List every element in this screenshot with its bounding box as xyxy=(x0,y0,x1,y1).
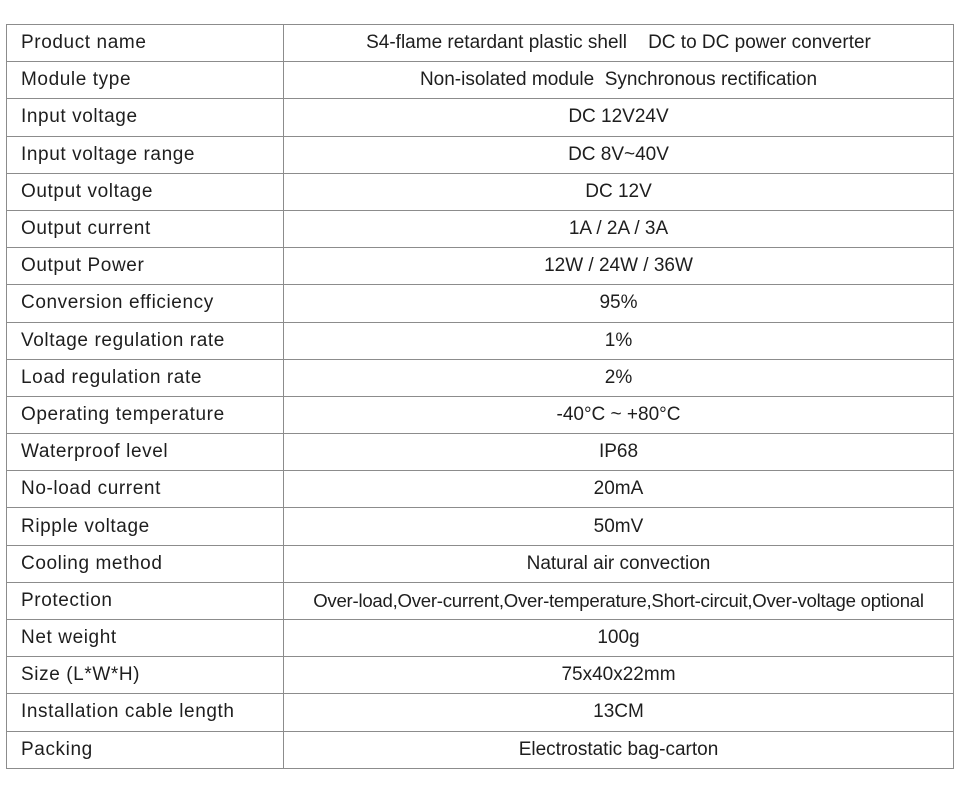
spec-value: 20mA xyxy=(284,471,954,508)
spec-label: Protection xyxy=(7,582,284,619)
table-row xyxy=(7,285,954,322)
table-row xyxy=(7,25,954,62)
spec-label: Output Power xyxy=(7,248,284,285)
spec-label: Input voltage xyxy=(7,99,284,136)
table-row xyxy=(7,173,954,210)
spec-value: 2% xyxy=(284,359,954,396)
spec-label: Output current xyxy=(7,210,284,247)
spec-label: Load regulation rate xyxy=(7,359,284,396)
spec-value: DC 12V24V xyxy=(284,99,954,136)
spec-label: Voltage regulation rate xyxy=(7,322,284,359)
spec-label: Size (L*W*H) xyxy=(7,657,284,694)
spec-label: Operating temperature xyxy=(7,396,284,433)
table-row xyxy=(7,136,954,173)
spec-value: Non-isolated module Synchronous rectification xyxy=(284,62,954,99)
spec-value: 75x40x22mm xyxy=(284,657,954,694)
spec-value: 1A / 2A / 3A xyxy=(284,210,954,247)
spec-table xyxy=(6,24,954,769)
table-row xyxy=(7,731,954,768)
spec-value: 95% xyxy=(284,285,954,322)
spec-value: IP68 xyxy=(284,434,954,471)
spec-label: Installation cable length xyxy=(7,694,284,731)
table-row xyxy=(7,396,954,433)
spec-value: Electrostatic bag-carton xyxy=(284,731,954,768)
spec-label: Module type xyxy=(7,62,284,99)
spec-value: 13CM xyxy=(284,694,954,731)
spec-value: -40°C ~ +80°C xyxy=(284,396,954,433)
spec-value: Natural air convection xyxy=(284,545,954,582)
spec-label: Output voltage xyxy=(7,173,284,210)
table-row xyxy=(7,434,954,471)
table-row xyxy=(7,99,954,136)
spec-label: Waterproof level xyxy=(7,434,284,471)
spec-label: Ripple voltage xyxy=(7,508,284,545)
table-row xyxy=(7,471,954,508)
table-row xyxy=(7,210,954,247)
spec-label: Product name xyxy=(7,25,284,62)
table-row xyxy=(7,694,954,731)
table-row xyxy=(7,322,954,359)
spec-label: Cooling method xyxy=(7,545,284,582)
spec-value: S4-flame retardant plastic shell DC to DC power converter xyxy=(284,25,954,62)
spec-value: DC 12V xyxy=(284,173,954,210)
spec-value: 100g xyxy=(284,620,954,657)
spec-label: Input voltage range xyxy=(7,136,284,173)
spec-label: Packing xyxy=(7,731,284,768)
table-row xyxy=(7,359,954,396)
spec-value: 12W / 24W / 36W xyxy=(284,248,954,285)
table-row xyxy=(7,62,954,99)
spec-label: Conversion efficiency xyxy=(7,285,284,322)
spec-value: DC 8V~40V xyxy=(284,136,954,173)
table-row xyxy=(7,657,954,694)
table-row xyxy=(7,508,954,545)
spec-label: Net weight xyxy=(7,620,284,657)
table-row xyxy=(7,545,954,582)
spec-value: 1% xyxy=(284,322,954,359)
table-row xyxy=(7,620,954,657)
spec-value: Over-load,Over-current,Over-temperature,Short-circuit,Over-voltage optional xyxy=(284,582,954,619)
table-row xyxy=(7,248,954,285)
spec-label: No-load current xyxy=(7,471,284,508)
table-row xyxy=(7,582,954,619)
spec-value: 50mV xyxy=(284,508,954,545)
